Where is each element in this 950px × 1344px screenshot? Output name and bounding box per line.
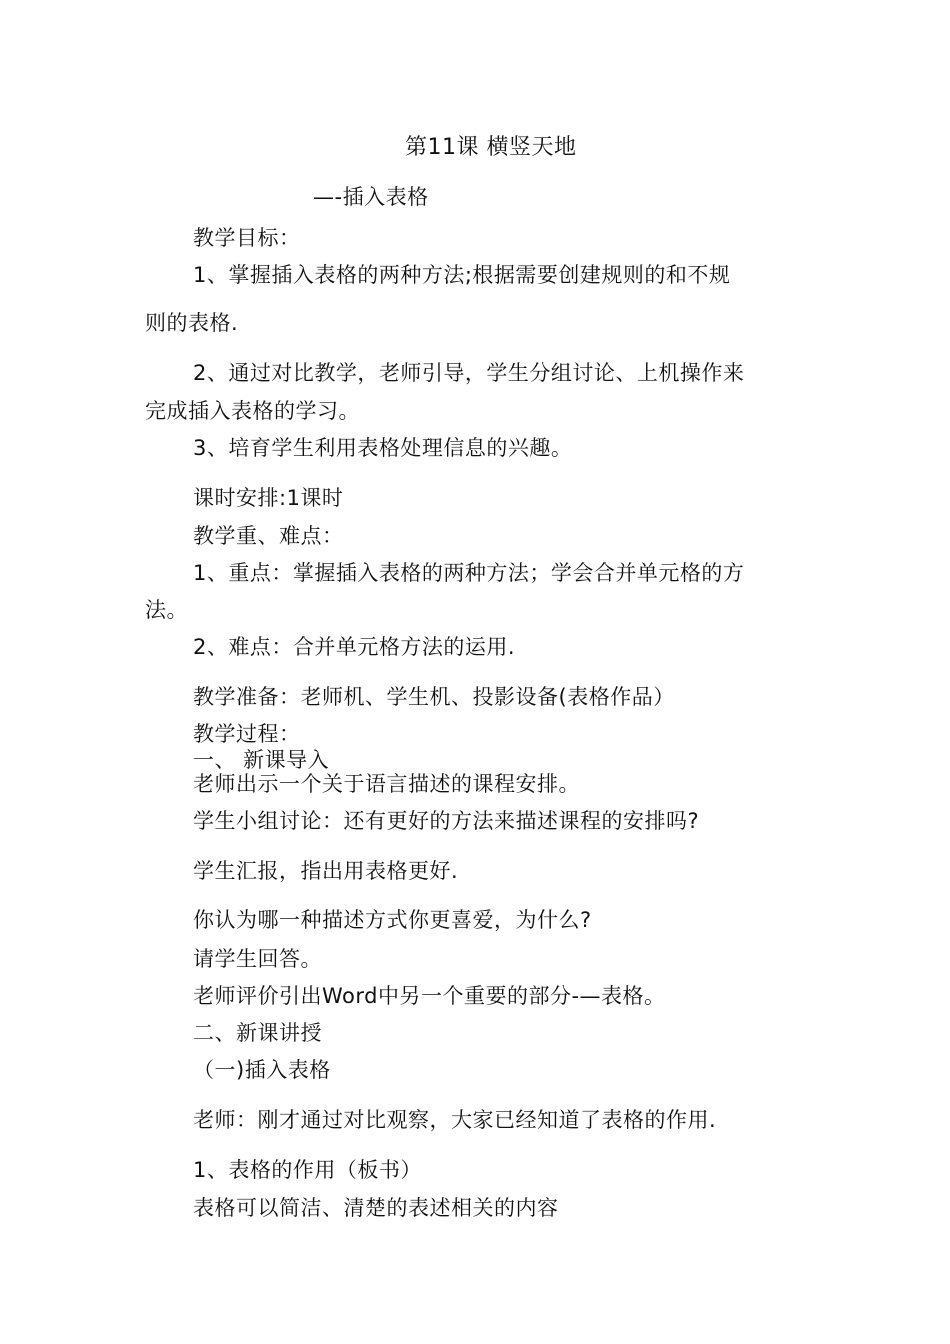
lesson-title: 第11课 横竖天地 — [405, 135, 577, 160]
objective-1-cont: 则的表格. — [145, 311, 239, 335]
heading-objectives: 教学目标： — [193, 226, 301, 250]
table-purpose-text: 表格可以简洁、清楚的表述相关的内容 — [193, 1196, 559, 1220]
process-line-6: 老师评价引出Word中另一个重要的部分-—表格。 — [193, 984, 666, 1008]
key-point-1: 1、重点：掌握插入表格的两种方法；学会合并单元格的方 — [193, 561, 745, 585]
table-purpose-heading: 1、表格的作用（板书） — [193, 1158, 422, 1182]
objective-2-cont: 完成插入表格的学习。 — [145, 399, 360, 423]
section-1-heading: 一、 新课导入 — [193, 748, 330, 772]
process-line-5: 请学生回答。 — [193, 947, 322, 971]
process-line-4: 你认为哪一种描述方式你更喜爱，为什么? — [193, 908, 592, 932]
schedule: 课时安排:1课时 — [193, 486, 344, 510]
lesson-subtitle: —-插入表格 — [313, 185, 429, 209]
process-line-2: 学生小组讨论：还有更好的方法来描述课程的安排吗? — [193, 809, 700, 833]
process-line-3: 学生汇报，指出用表格更好. — [193, 859, 459, 883]
objective-2: 2、通过对比教学，老师引导，学生分组讨论、上机操作来 — [193, 361, 745, 385]
heading-process: 教学过程： — [193, 722, 301, 746]
preparation: 教学准备：老师机、学生机、投影设备(表格作品） — [193, 685, 675, 709]
heading-key-points: 教学重、难点： — [193, 524, 344, 548]
key-point-1-cont: 法。 — [145, 598, 188, 622]
key-point-2: 2、难点：合并单元格方法的运用. — [193, 635, 516, 659]
objective-1: 1、掌握插入表格的两种方法;根据需要创建规则的和不规 — [193, 263, 731, 287]
section-2-heading: 二、新课讲授 — [193, 1021, 322, 1045]
objective-3: 3、培育学生利用表格处理信息的兴趣。 — [193, 436, 573, 460]
teacher-remark: 老师：刚才通过对比观察，大家已经知道了表格的作用. — [193, 1108, 717, 1132]
subsection-1-heading: （一)插入表格 — [193, 1058, 331, 1082]
process-line-1: 老师出示一个关于语言描述的课程安排。 — [193, 772, 580, 796]
